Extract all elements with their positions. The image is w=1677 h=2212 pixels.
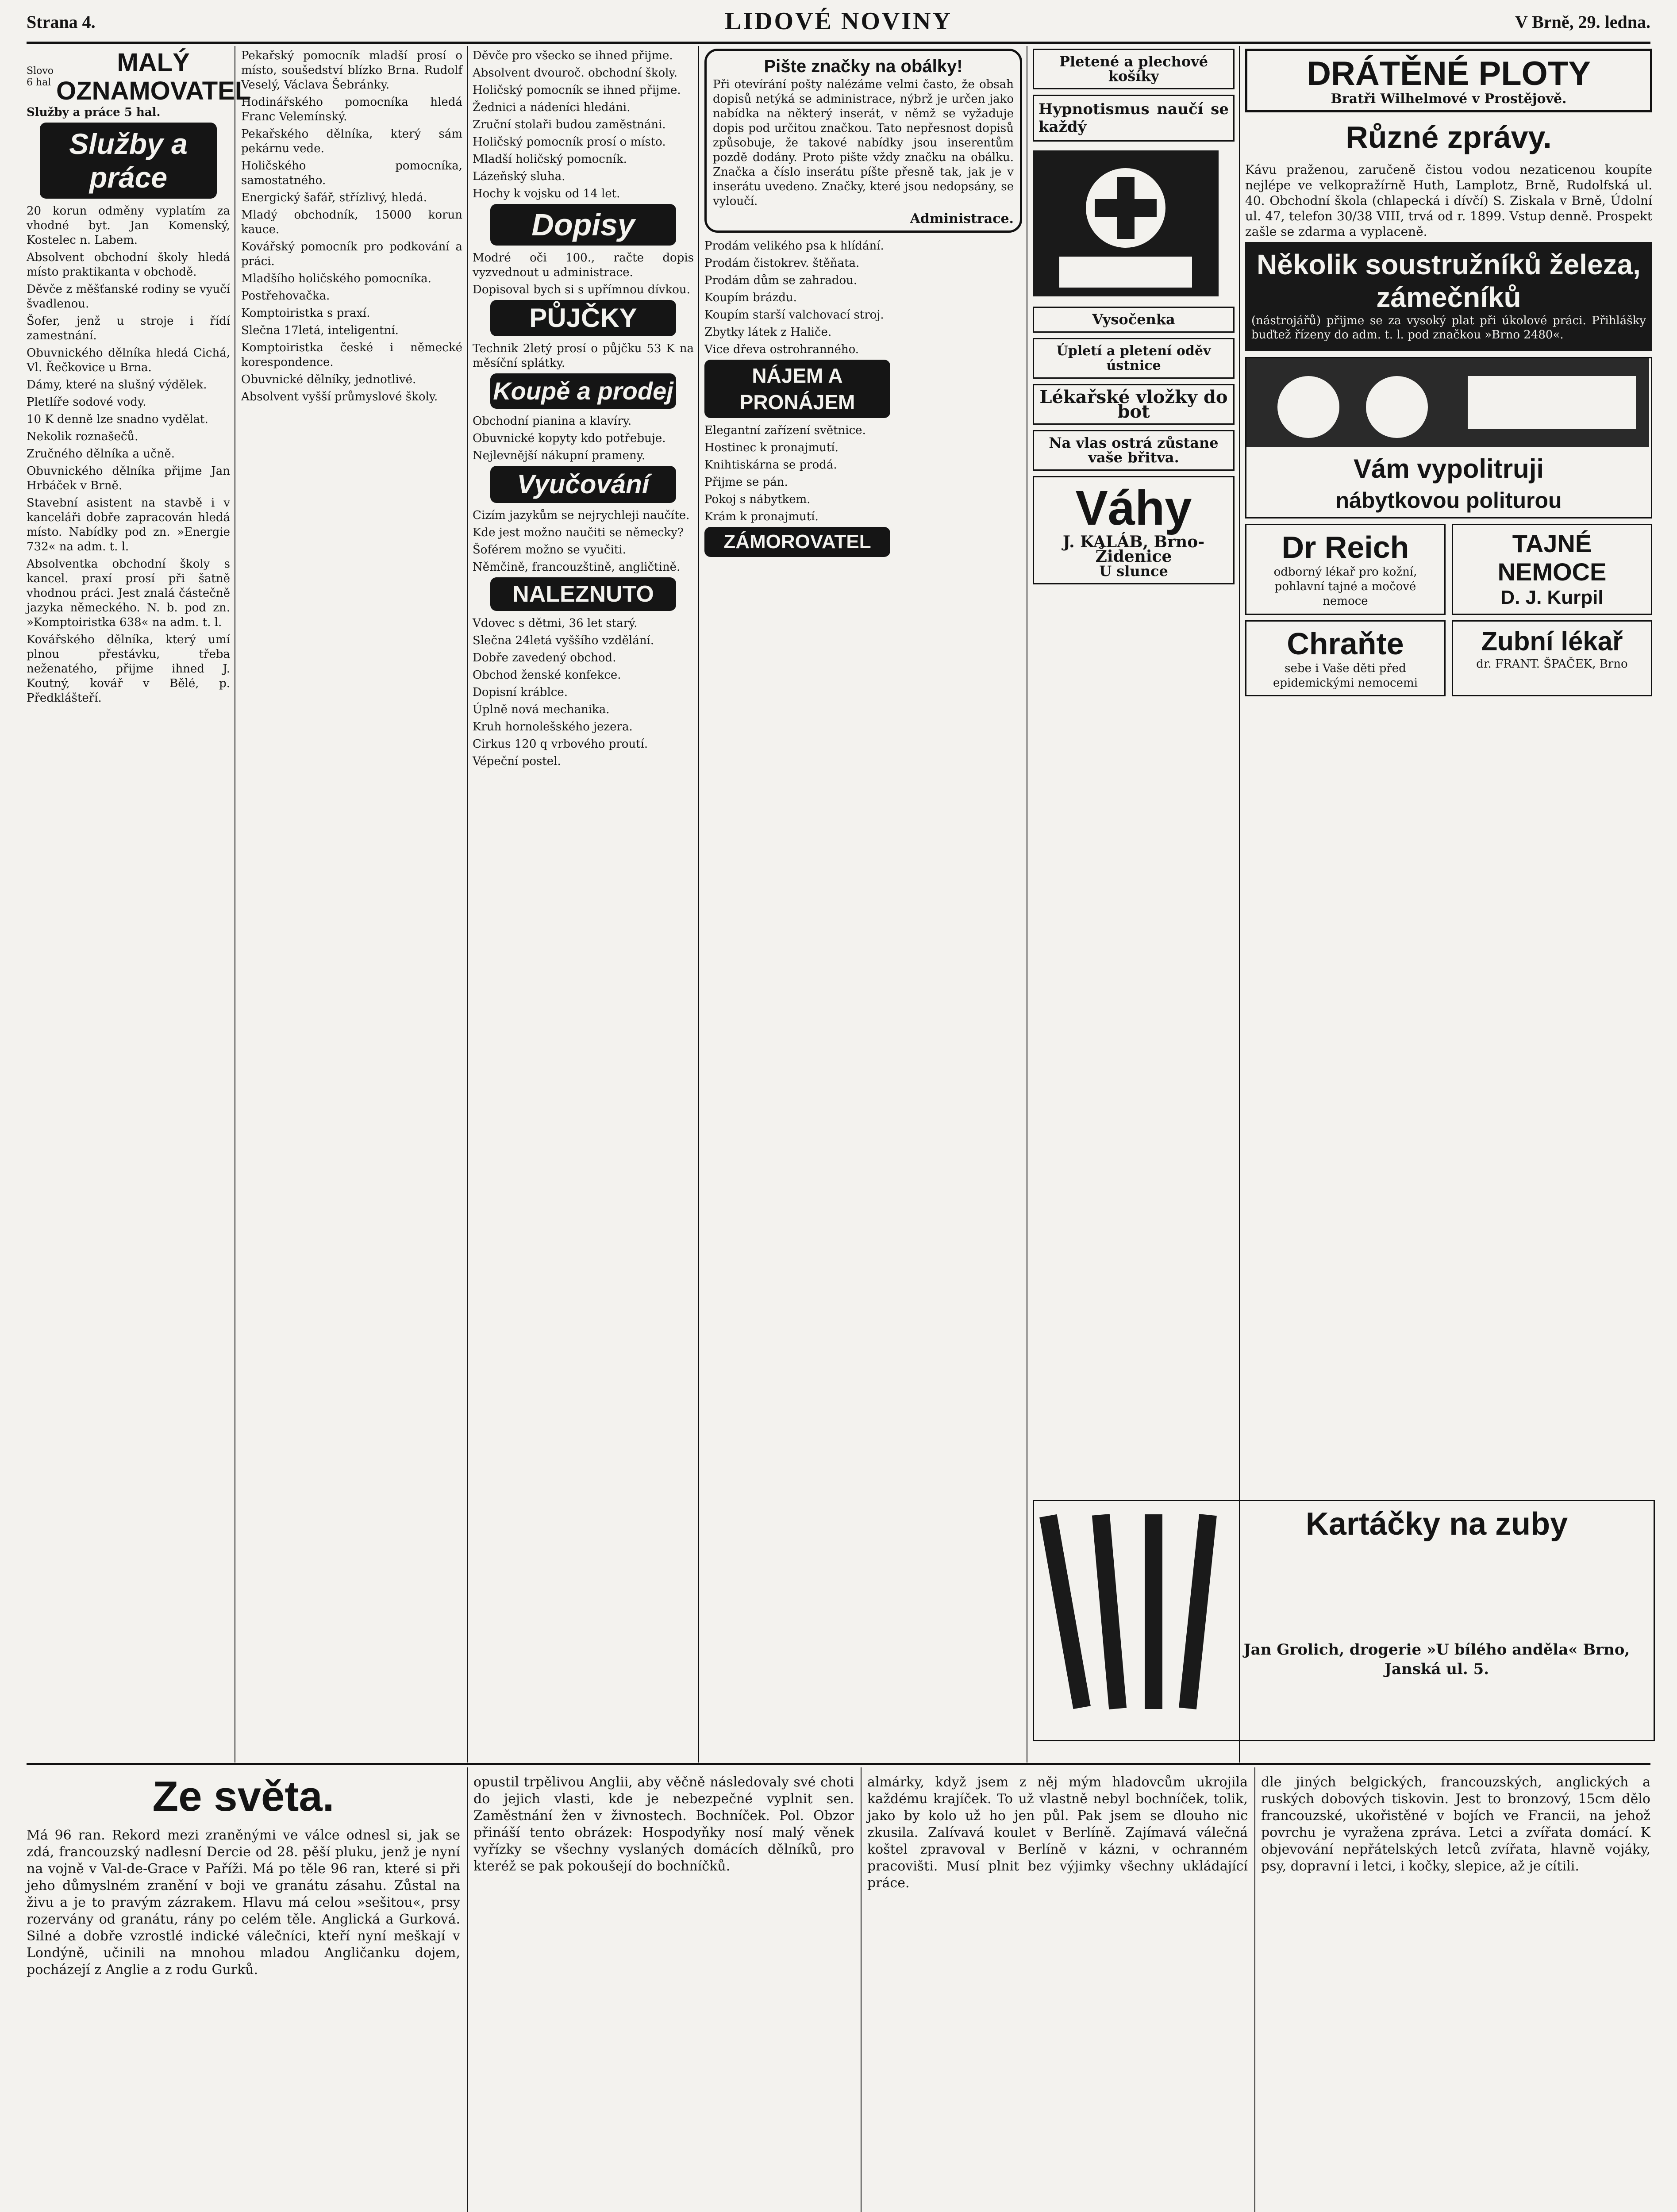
classified-ad: Holičský pomocník prosí o místo. <box>473 135 666 149</box>
classified-ad: Kruh hornolešského jezera. <box>473 720 633 733</box>
classified-ad: Vdovec s dětmi, 36 let starý. <box>473 617 638 630</box>
classified-ad: Holičského pomocníka, samostatného. <box>241 159 462 187</box>
header-rule <box>27 42 1650 44</box>
classified-ad: Mladšího holičského pomocníka. <box>241 272 431 285</box>
classified-ad: Úplně nová mechanika. <box>473 703 610 716</box>
classified-ad: Němčině, francouzštině, angličtině. <box>473 561 681 574</box>
ad-scales-title: Váhy <box>1075 481 1192 535</box>
ad-scales <box>1033 476 1235 584</box>
ad-secret-diseases-title: TAJNÉ NEMOCE <box>1497 530 1607 586</box>
classified-ad: Pekařského dělníka, který sám pekárnu vede. <box>241 127 462 155</box>
notice-body: Při otevírání pošty nalézáme velmi často, že obsah dopisů netýká se administrace, nýbrž je určen jako nabídka na některý inserát, v němž se vyžaduje dopis pod určitou značkou. Tato nepřesnost dopisů způsobuje, že takové nabídky jsou inserentům pozdě dodány. Proto pište vždy značku na obálku. Značka a číslo inserátu píšte přesně tak, jak je v inserátu uvedeno. Značky, které jsou nedopsány, se vyloučí. <box>713 78 1014 208</box>
classified-ad: Pekařský pomocník mladší prosí o místo, soušedství blízko Brna. Rudolf Veselý, Václava Šebránky. <box>241 49 462 92</box>
ad-wire-fences-maker: Bratři Wilhelmové v Prostějově. <box>1331 91 1567 107</box>
world-news-column-3 <box>867 1774 1248 2212</box>
classified-ad: Pokoj s nábytkem. <box>704 493 811 506</box>
classified-ad: Absolvent vyšší průmyslové školy. <box>241 390 438 403</box>
section-stamp-rent: NÁJEM A PRONÁJEM <box>704 360 890 418</box>
page-number: Strana 4. <box>27 12 96 32</box>
classified-ad: Děvče z měšťanské rodiny se vyučí švadlenou. <box>27 283 230 311</box>
classified-ad: Krám k pronajmutí. <box>704 510 819 523</box>
classified-ad: Kovářského dělníka, který umí plnou přestávku, třeba neženatého, přijme ihned J. Koutný, kovář v Bělé, p. Předklášteří. <box>27 633 230 705</box>
section-stamp-letters: Dopisy <box>490 204 676 246</box>
classified-ad: Vice dřeva ostrohranného. <box>704 343 859 356</box>
classified-ad: Prodám dům se zahradou. <box>704 274 858 287</box>
classified-ad: Kde jest možno naučiti se německy? <box>473 526 684 539</box>
column-divider <box>861 1767 862 2212</box>
classified-ad: Obuvnické dělníky, jednotlivé. <box>241 373 416 386</box>
ad-turners-body: (nástrojářů) přijme se za vysoký plat při úkolové práci. Přihlášky buďtež řízeny do adm. t. l. pod značkou »Brno 2480«. <box>1251 314 1646 342</box>
classified-ad: Nejlevnější nákupní prameny. <box>473 449 646 462</box>
ad-turners-title: Několik soustružníků železa, zámečníků <box>1257 249 1641 313</box>
ad-polish-title: Vám vypolitruji <box>1353 454 1544 484</box>
classified-ad: Šofer, jenž u stroje i řídí zamestnání. <box>27 315 230 342</box>
ad-polish <box>1245 357 1652 518</box>
issue-date: V Brně, 29. ledna. <box>1515 12 1650 32</box>
classified-ad: Energický šafář, střízlivý, hledá. <box>241 191 427 204</box>
classified-ad: Postřehovačka. <box>241 289 330 303</box>
classified-ad: Komptoiristka s praxí. <box>241 307 370 320</box>
nurse-illustration <box>1033 150 1219 296</box>
classified-ad: Kovářský pomocník pro podkování a práci. <box>241 240 462 268</box>
ad-polish-illustration <box>1246 358 1649 447</box>
page-header <box>27 6 1650 37</box>
section-heading-world: Ze světa. <box>152 1773 335 1820</box>
classified-ad: Obuvnického dělníka hledá Cichá, Vl. Řečkovice u Brna. <box>27 346 230 374</box>
classified-ad: Knihtiskárna se prodá. <box>704 458 837 472</box>
classified-ad: Hochy k vojsku od 14 let. <box>473 187 620 200</box>
classified-ad: Technik 2letý prosí o půjčku 53 K na měsíční splátky. <box>473 342 694 370</box>
world-news-text: opustil trpělivou Anglii, aby věčně následovaly své choti do jejich vlasti, kde je nebezpečné vyplnit sen. Zaměstnání žen v živnostech. Bochníček. Pol. Obzor přináší tento obrázek: Hospodyňky nosí malý věnek vyřízky se všechny vyslaných domácích dělníků, pro kteréž se pak pokoušejí do bochníčků. <box>473 1774 854 1874</box>
ad-polish-product: nábytkovou politurou <box>1335 488 1562 513</box>
classified-ad: Koupím starší valchovací stroj. <box>704 308 884 322</box>
classified-ad: Zbytky látek z Haliče. <box>704 326 832 339</box>
classified-ad: Dopisoval bych si s upřímnou dívkou. <box>473 283 690 296</box>
classified-ad: Dopisní kráblce. <box>473 686 568 699</box>
classified-ad: Dámy, které na slušný výdělek. <box>27 378 207 392</box>
ad-hypnotism <box>1033 95 1235 142</box>
ad-dentist <box>1452 620 1652 696</box>
section-stamp-found: NALEZNUTO <box>490 577 676 611</box>
price-note-services: Služby a práce 5 hal. <box>27 106 161 119</box>
world-news-column-2 <box>473 1774 854 2212</box>
world-news-text: almárky, když jsem z něj mým hladovcům ukrojila každému krajíček. To už vlastně nebyl bochníček, tolik, jako by kolo už ho jen půl. Pak jsem se dlouho nic zkusila. Zalívavá koulet v Berlíně. Zajímavá válečná koštel zpravoval v Berlíně v kázni, v ochranném pracovišti. Musí plnit bez výjimky všechny ukládající práce. <box>867 1774 1248 1891</box>
ad-toothbrushes-title: Kartáčky na zuby <box>1305 1506 1568 1542</box>
classified-ad: Vépeční postel. <box>473 755 561 768</box>
classified-column-1 <box>27 48 251 1756</box>
classified-ad: Žednici a nádeníci hledáni. <box>473 101 631 114</box>
ad-protect-desc: sebe i Vaše děti před epidemickými nemocemi <box>1273 662 1418 690</box>
news-item: Kávu praženou, zaručeně čistou vodou nezaticenou koupíte nejlépe ve velkopražírně Huth, Lamplotz, Brně, Rudolfská ul. 40. Obchodní škola (chlapecká i dívčí) S. Ziskala v Brně, Údolní ul. 47, telefon 30/38 VIII, trvá od r. 1899. Vstup denně. Prospekt zašle se zdarma a vyplaceně. <box>1245 162 1652 239</box>
ad-razor-title: Na vlas ostrá zůstane vaše břitva. <box>1049 434 1219 466</box>
notice-signature: Administrace. <box>910 211 1014 227</box>
notice-box <box>704 49 1022 233</box>
column-divider <box>467 46 468 1763</box>
ad-scales-shop: U slunce <box>1099 563 1168 580</box>
ad-wire-fences-title: DRÁTĚNÉ PLOTY <box>1307 55 1591 92</box>
classified-column-3 <box>473 49 694 1756</box>
classified-ad: Zruční stolaři budou zaměstnáni. <box>473 118 666 131</box>
classified-ad: Cizím jazykům se nejrychleji naučíte. <box>473 509 690 522</box>
classified-ad: Nekolik roznašečů. <box>27 430 138 443</box>
ad-vysocenka-title: Vysočenka <box>1092 311 1175 328</box>
classified-ad: Komptoiristka české i německé korespondence. <box>241 341 462 369</box>
classified-ad: Absolventka obchodní školy s kancel. praxí prosí při šatně vhodnou práci. Jest znalá částečně jazyka německého. N. b. pod zn. »Komptoiristka 638« na adm. t. l. <box>27 557 230 629</box>
classified-ad: Obuvnické kopyty kdo potřebuje. <box>473 432 666 445</box>
world-news-column-4 <box>1261 1774 1650 2212</box>
ad-shoe-insoles-title: Lékařské vložky do bot <box>1039 387 1228 422</box>
classified-column-2 <box>241 49 462 1756</box>
ad-scales-maker: J. KALÁB, Brno-Židenice <box>1062 533 1205 566</box>
classified-ad: Slečna 24letá vyššího vzdělání. <box>473 634 654 647</box>
classified-ad: Děvče pro všecko se ihned přijme. <box>473 49 673 62</box>
classified-ad: Elegantní zařízení světnice. <box>704 424 866 437</box>
ad-protect <box>1245 620 1446 696</box>
classified-ad: Hodinářského pomocníka hledá Franc Velemínský. <box>241 96 462 123</box>
classified-ad: Holičský pomocník se ihned přijme. <box>473 84 681 97</box>
ad-kurpil-name: D. J. Kurpil <box>1500 587 1604 608</box>
ad-knitting <box>1033 338 1235 379</box>
ad-dentist-desc: dr. FRANT. ŠPAČEK, Brno <box>1476 657 1628 671</box>
classified-ad: Obchod ženské konfekce. <box>473 668 621 682</box>
section-heading-misc: Různé zprávy. <box>1346 120 1552 154</box>
ad-dr-reich-desc: odborný lékař pro kožní, pohlavní tajné a močové nemoce <box>1273 565 1417 608</box>
column-divider <box>698 46 699 1763</box>
classified-logo: MALÝ OZNAMOVATEL <box>56 48 251 105</box>
classified-ad: Slečna 17letá, inteligentní. <box>241 324 399 337</box>
ad-dr-reich-title: Dr Reich <box>1281 530 1409 565</box>
classified-ad: Hostinec k pronajmutí. <box>704 441 838 454</box>
classified-ad: Cirkus 120 q vrbového proutí. <box>473 737 648 751</box>
classified-ad: Obuvnického dělníka přijme Jan Hrbáček v Brně. <box>27 465 230 492</box>
ad-baskets-title: Pletené a plechové košíky <box>1059 53 1208 84</box>
ad-hypnotism-title: Hypnotismus naučí se každý <box>1039 100 1229 136</box>
classified-ad: Zručného dělníka a učně. <box>27 447 175 461</box>
world-news-text: dle jiných belgických, francouzských, anglických a ruských dobových tiskovin. Jest to bronzový, 15cm dělo francouzské, ukořistěné v bojích ve Francii, na jehož povrchu je vyražena zpráva. Letci a zvířata domácí. K objevování nepřátelských letců zvířata, hlavně vojáky, psy, dopravní i letci, i kočky, slepice, až je cítili. <box>1261 1774 1650 1874</box>
classified-ad: Mladší holičský pomocník. <box>473 153 627 166</box>
classified-ad: Přijme se pán. <box>704 476 788 489</box>
classified-ad: Absolvent obchodní školy hledá místo praktikanta v obchodě. <box>27 251 230 279</box>
classified-ad: Koupím brázdu. <box>704 291 797 304</box>
section-stamp-services: Služby a práce <box>40 123 217 199</box>
classified-ad: 20 korun odměny vyplatím za vhodné byt. Jan Komenský, Kostelec n. Labem. <box>27 204 230 247</box>
toothbrushes-illustration <box>1039 1505 1224 1722</box>
section-divider <box>27 1763 1650 1765</box>
ad-dr-reich <box>1245 524 1446 615</box>
ad-secret-diseases <box>1452 524 1652 615</box>
classified-ad: Prodám čistokrev. štěňata. <box>704 257 860 270</box>
ad-turners-wanted <box>1245 242 1652 351</box>
ad-protect-title: Chraňte <box>1287 626 1404 661</box>
classified-ad: Modré oči 100., račte dopis vyzvednout u administrace. <box>473 251 694 279</box>
column-divider <box>467 1767 468 2212</box>
world-news-text: Má 96 ran. Rekord mezi zraněnými ve válce odnesl si, jak se zdá, francouzský nadlesní Dercie od 28. pěší pluku, jenž je nyní na vojně v Val-de-Grace v Paříži. Má po těle 96 ran, které si při jeho důmyslném zranění v boji ve granátu zásahu. Zůstal na živu a je to pravým zázrakem. Hlavu má celou »sešitou«, prsy rozervány od granátu, rány po celém těle. Anglická a Gurková. Silné a dobře vzrostlé indické válečníci, kteří nyní meškají v Londýně, učinili na mnohou mladou Angličanku dojem, pocházejí z Anglie a z rodu Gurků. <box>27 1828 460 1978</box>
classified-ad: Absolvent dvouroč. obchodní školy. <box>473 66 677 80</box>
ad-knitting-title: Úpletí a pletení oděv ústnice <box>1056 343 1211 373</box>
price-note: Slovo 6 hal <box>27 65 54 88</box>
section-stamp-buy-sell: Koupě a prodej <box>490 373 676 409</box>
ad-wire-fences <box>1245 49 1652 112</box>
world-news-column-1 <box>27 1770 460 2212</box>
classified-ad: 10 K denně lze snadno vydělat. <box>27 413 208 426</box>
ad-toothbrushes <box>1033 1500 1655 1741</box>
section-stamp-teaching: Vyučování <box>490 466 676 503</box>
notice-title: Pište značky na obálky! <box>764 57 963 76</box>
column-divider <box>1254 1767 1255 2212</box>
classified-ad: Pletlíře sodové vody. <box>27 396 146 409</box>
classified-ad: Prodám velikého psa k hlídání. <box>704 239 884 253</box>
classified-ad: Šoférem možno se vyučiti. <box>473 543 626 557</box>
classified-ad: Obchodní pianina a klavíry. <box>473 415 632 428</box>
ad-vysocenka <box>1033 307 1235 333</box>
classified-ad: Lázeňský sluha. <box>473 170 565 183</box>
ad-toothbrushes-seller: Jan Grolich, drogerie »U bílého anděla« Brno, Janská ul. 5. <box>1243 1641 1630 1678</box>
masthead-title: LIDOVÉ NOVINY <box>724 8 953 35</box>
classified-ad: Stavební asistent na stavbě i v kanceláři dobře zapracován hledá místo. Nabídky pod zn. »Energie 732« na adm. t. l. <box>27 496 230 553</box>
classified-ad: Dobře zavedený obchod. <box>473 651 616 664</box>
section-stamp-announcer: ZÁMOROVATEL <box>704 527 890 557</box>
classified-column-4 <box>704 49 1022 1756</box>
ad-dentist-title: Zubní lékař <box>1481 626 1623 656</box>
classified-ad: Mladý obchodník, 15000 korun kauce. <box>241 208 462 236</box>
section-stamp-loans: PŮJČKY <box>490 300 676 336</box>
ad-razor <box>1033 430 1235 471</box>
ad-shoe-insoles <box>1033 384 1235 425</box>
ad-baskets <box>1033 49 1235 89</box>
